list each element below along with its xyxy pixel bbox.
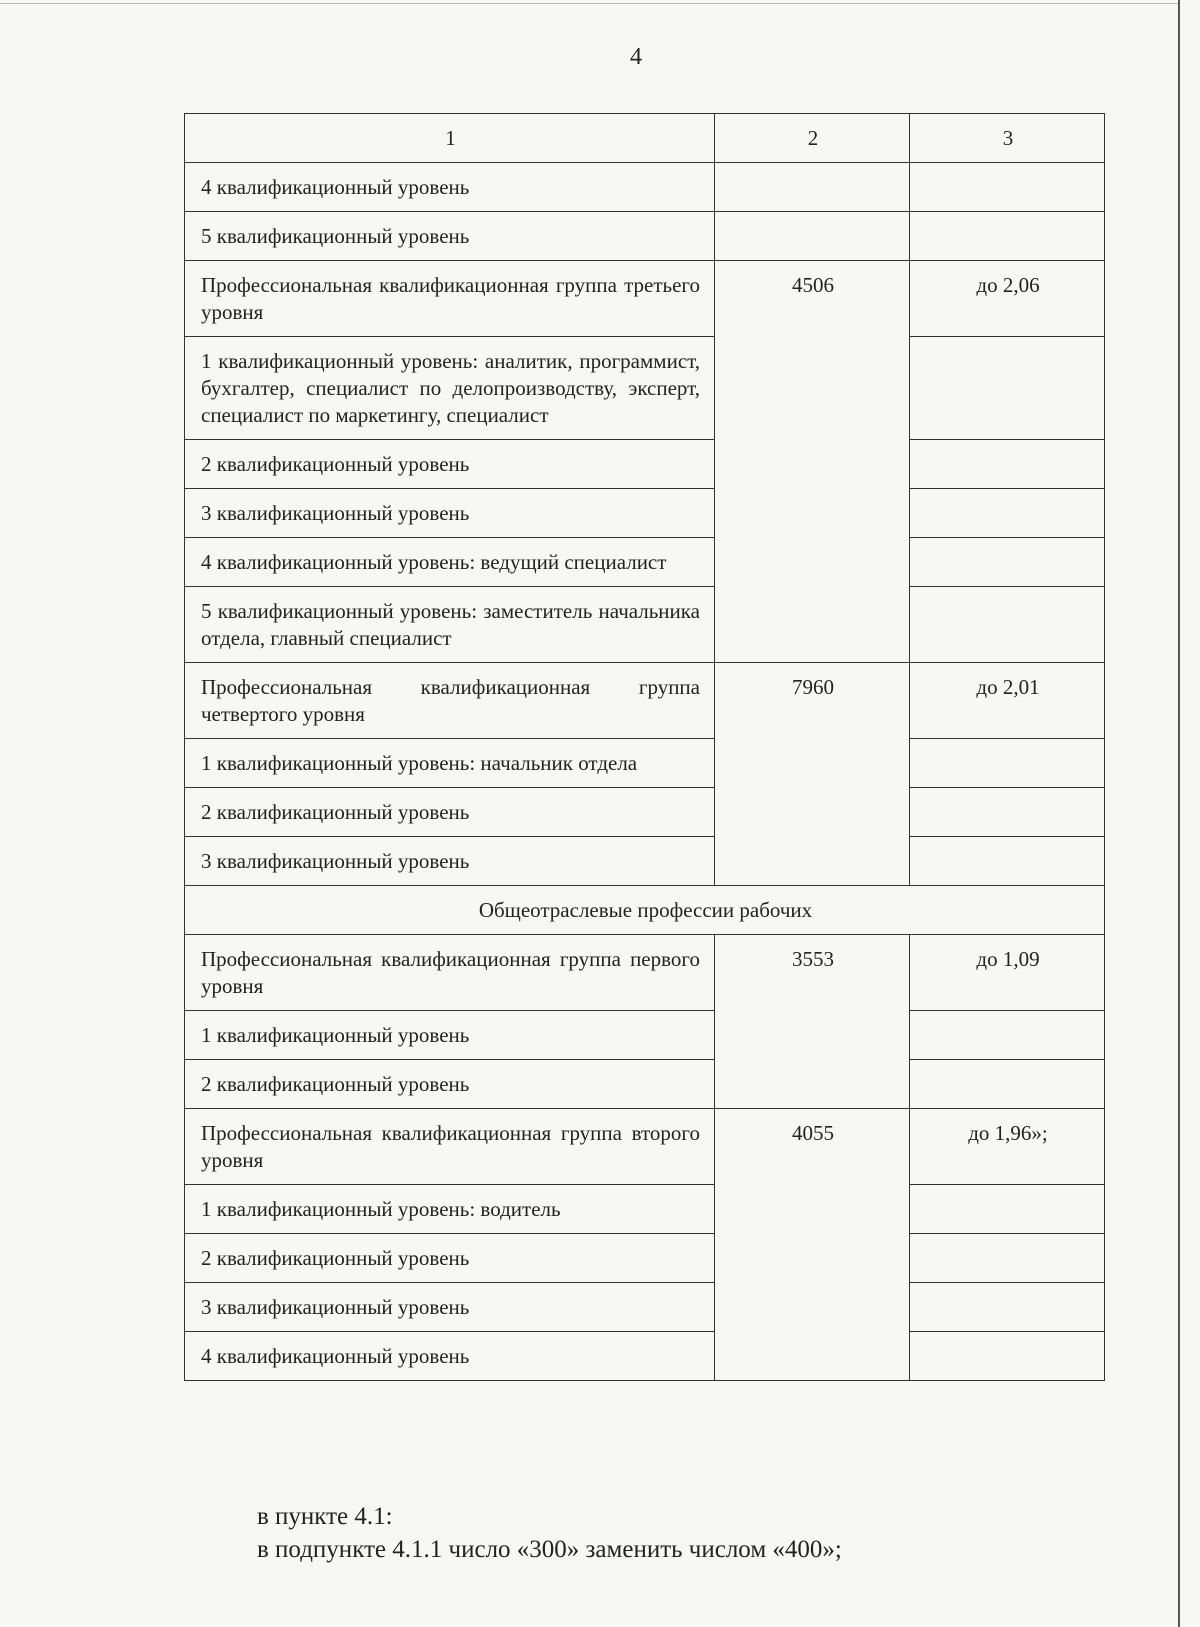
section-row bbox=[185, 886, 1105, 935]
level-cell: 5 квалификационный уровень bbox=[185, 212, 715, 261]
level-cell: 4 квалификационный уровень bbox=[185, 163, 715, 212]
table-row bbox=[185, 663, 1105, 739]
level-cell: 2 квалификационный уровень bbox=[185, 440, 715, 489]
group-cell: Профессиональная квалификационная группа третьего уровня bbox=[185, 261, 715, 337]
coefficient-cell: до 1,09 bbox=[910, 935, 1105, 1011]
table-row bbox=[185, 538, 1105, 587]
salary-cell: 3553 bbox=[715, 935, 910, 1109]
table-row bbox=[185, 837, 1105, 886]
page-number: 4 bbox=[630, 44, 642, 70]
salary-cell: 7960 bbox=[715, 663, 910, 886]
empty-cell bbox=[910, 489, 1105, 538]
empty-cell bbox=[910, 1011, 1105, 1060]
qualification-table bbox=[184, 113, 1105, 1381]
empty-cell bbox=[910, 1283, 1105, 1332]
empty-cell bbox=[910, 837, 1105, 886]
group-cell: Профессиональная квалификационная группа четвертого уровня bbox=[185, 663, 715, 739]
level-cell: 1 квалификационный уровень: начальник отдела bbox=[185, 739, 715, 788]
level-cell: 1 квалификационный уровень: аналитик, программист, бухгалтер, специалист по делопроизводству, эксперт, специалист по маркетингу, специалист bbox=[185, 337, 715, 440]
table-row bbox=[185, 935, 1105, 1011]
header-cell: 1 bbox=[185, 114, 715, 163]
table-row bbox=[185, 212, 1105, 261]
empty-cell bbox=[910, 1234, 1105, 1283]
table-row bbox=[185, 1011, 1105, 1060]
table-row bbox=[185, 739, 1105, 788]
level-cell: 4 квалификационный уровень: ведущий специалист bbox=[185, 538, 715, 587]
group-cell: Профессиональная квалификационная группа первого уровня bbox=[185, 935, 715, 1011]
header-cell: 2 bbox=[715, 114, 910, 163]
empty-cell bbox=[910, 212, 1105, 261]
table-row bbox=[185, 1185, 1105, 1234]
empty-cell bbox=[910, 163, 1105, 212]
table-row bbox=[185, 261, 1105, 337]
table-row bbox=[185, 337, 1105, 440]
salary-cell: 4055 bbox=[715, 1109, 910, 1381]
empty-cell bbox=[910, 1060, 1105, 1109]
table-row bbox=[185, 1283, 1105, 1332]
table-header-row bbox=[185, 114, 1105, 163]
header-cell: 3 bbox=[910, 114, 1105, 163]
level-cell: 2 квалификационный уровень bbox=[185, 788, 715, 837]
group-cell: Профессиональная квалификационная группа второго уровня bbox=[185, 1109, 715, 1185]
level-cell: 2 квалификационный уровень bbox=[185, 1060, 715, 1109]
empty-cell bbox=[910, 337, 1105, 440]
amendment-line-2: в подпункте 4.1.1 число «300» заменить числом «400»; bbox=[257, 1536, 842, 1563]
table-row bbox=[185, 489, 1105, 538]
level-cell: 3 квалификационный уровень bbox=[185, 1283, 715, 1332]
page-top-edge bbox=[0, 3, 1178, 4]
empty-cell bbox=[910, 440, 1105, 489]
level-cell: 1 квалификационный уровень: водитель bbox=[185, 1185, 715, 1234]
amendment-text bbox=[257, 1500, 842, 1566]
table-row bbox=[185, 788, 1105, 837]
empty-cell bbox=[910, 1185, 1105, 1234]
level-cell: 5 квалификационный уровень: заместитель начальника отдела, главный специалист bbox=[185, 587, 715, 663]
level-cell: 3 квалификационный уровень bbox=[185, 837, 715, 886]
table-row bbox=[185, 587, 1105, 663]
table-row bbox=[185, 440, 1105, 489]
coefficient-cell: до 2,01 bbox=[910, 663, 1105, 739]
empty-cell bbox=[910, 1332, 1105, 1381]
empty-cell bbox=[910, 788, 1105, 837]
table-row bbox=[185, 1109, 1105, 1185]
level-cell: 1 квалификационный уровень bbox=[185, 1011, 715, 1060]
coefficient-cell: до 1,96»; bbox=[910, 1109, 1105, 1185]
section-title: Общеотраслевые профессии рабочих bbox=[185, 886, 1105, 935]
empty-cell bbox=[910, 587, 1105, 663]
level-cell: 2 квалификационный уровень bbox=[185, 1234, 715, 1283]
page-right-edge bbox=[1178, 0, 1180, 1627]
table-row bbox=[185, 1332, 1105, 1381]
table-row bbox=[185, 1060, 1105, 1109]
table-row bbox=[185, 163, 1105, 212]
coefficient-cell: до 2,06 bbox=[910, 261, 1105, 337]
table-row bbox=[185, 1234, 1105, 1283]
level-cell: 3 квалификационный уровень bbox=[185, 489, 715, 538]
salary-cell: 4506 bbox=[715, 261, 910, 663]
level-cell: 4 квалификационный уровень bbox=[185, 1332, 715, 1381]
empty-cell bbox=[910, 739, 1105, 788]
empty-cell bbox=[910, 538, 1105, 587]
empty-cell bbox=[715, 212, 910, 261]
amendment-line-1: в пункте 4.1: bbox=[257, 1503, 393, 1530]
empty-cell bbox=[715, 163, 910, 212]
